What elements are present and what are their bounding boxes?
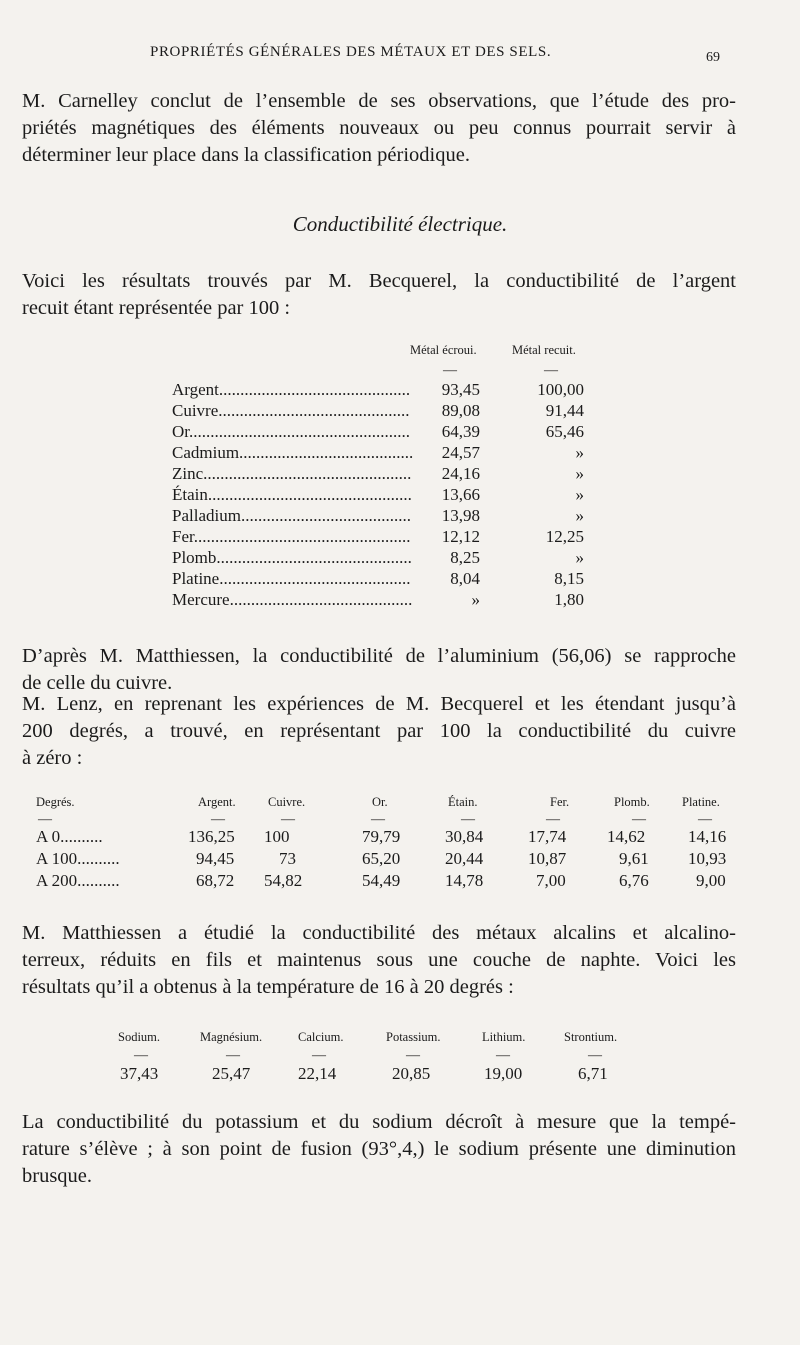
header-dash: — xyxy=(632,812,646,827)
header-dash: — xyxy=(544,363,558,378)
metal-name: Cadmium......................................... xyxy=(172,443,414,462)
table-row xyxy=(172,506,592,527)
paragraph-becquerel-intro xyxy=(22,268,736,322)
text-line: déterminer leur place dans la classification périodique. xyxy=(22,144,470,166)
table-row xyxy=(172,590,592,611)
column-header-calcium: Calcium. xyxy=(298,1030,344,1044)
table-row xyxy=(36,827,736,849)
column-header-degrees: Degrés. xyxy=(36,795,75,809)
metal-name: Étain................................................ xyxy=(172,485,412,504)
paragraph-carnelley xyxy=(22,88,736,169)
value-copper: 73 xyxy=(279,849,296,868)
degree-label: A 200.......... xyxy=(36,871,120,890)
column-header-silver: Argent. xyxy=(198,795,236,809)
text-line: M. Matthiessen a étudié la conductibilité des métaux alcalins et alcalino- xyxy=(22,922,736,944)
metal-name: Mercure........................................... xyxy=(172,590,413,609)
header-dash: — xyxy=(371,812,385,827)
table-row xyxy=(172,422,592,443)
value-hammered: 24,57 xyxy=(441,443,480,462)
column-header-lead: Plomb. xyxy=(614,795,650,809)
value-hammered: 93,45 xyxy=(441,380,480,399)
metal-name: Fer................................................... xyxy=(172,527,411,546)
value-hammered: 24,16 xyxy=(441,464,480,483)
text-line: 200 degrés, a trouvé, en représentant par 100 la conductibilité du cuivre xyxy=(22,720,736,742)
value-gold: 65,20 xyxy=(362,849,401,868)
metal-name: Argent............................................. xyxy=(172,380,411,399)
paragraph-conclusion xyxy=(22,1109,736,1190)
value-lithium: 19,00 xyxy=(484,1064,523,1083)
value-gold: 79,79 xyxy=(362,827,401,846)
column-header-hammered: Métal écroui. xyxy=(410,343,477,357)
column-header-sodium: Sodium. xyxy=(118,1030,161,1044)
value-annealed: 12,25 xyxy=(545,527,584,546)
value-hammered: 12,12 xyxy=(441,527,480,546)
column-header-tin: Étain. xyxy=(448,795,478,809)
degree-label: A 100.......... xyxy=(36,849,120,868)
header-dash: — xyxy=(588,1048,602,1063)
degree-label: A 0.......... xyxy=(36,827,103,846)
value-iron: 17,74 xyxy=(528,827,567,846)
value-platinum: 9,00 xyxy=(696,871,726,890)
value-annealed: » xyxy=(575,464,584,483)
column-header-magnesium: Magnésium. xyxy=(200,1030,263,1044)
text-line: Voici les résultats trouvés par M. Becquerel, la conductibilité de l’argent xyxy=(22,270,736,292)
value-hammered: » xyxy=(471,590,480,609)
value-annealed: 1,80 xyxy=(554,590,584,609)
value-hammered: 8,04 xyxy=(450,569,480,588)
header-dash: — xyxy=(546,812,560,827)
header-dash: — xyxy=(406,1048,420,1063)
value-annealed: » xyxy=(575,506,584,525)
value-lead: 9,61 xyxy=(619,849,649,868)
header-dash: — xyxy=(461,812,475,827)
value-strontium: 6,71 xyxy=(578,1064,608,1083)
value-annealed: 100,00 xyxy=(537,380,584,399)
text-line: à zéro : xyxy=(22,747,83,769)
column-header-iron: Fer. xyxy=(550,795,570,809)
metal-name: Platine............................................. xyxy=(172,569,411,588)
table-row xyxy=(36,871,736,893)
header-dash: — xyxy=(134,1048,148,1063)
text-line: M. Lenz, en reprenant les expériences de M. Becquerel et les étendant jusqu’à xyxy=(22,693,736,715)
column-header-copper: Cuivre. xyxy=(268,795,306,809)
metal-name: Plomb.............................................. xyxy=(172,548,412,567)
value-lead: 6,76 xyxy=(619,871,649,890)
header-dash: — xyxy=(281,812,295,827)
column-header-platinum: Platine. xyxy=(682,795,720,809)
table-row xyxy=(172,569,592,590)
header-dash: — xyxy=(312,1048,326,1063)
value-annealed: 65,46 xyxy=(545,422,584,441)
value-gold: 54,49 xyxy=(362,871,401,890)
value-iron: 7,00 xyxy=(536,871,566,890)
value-silver: 68,72 xyxy=(196,871,235,890)
column-header-annealed: Métal recuit. xyxy=(512,343,576,357)
value-copper: 100 xyxy=(264,827,290,846)
header-dash: — xyxy=(226,1048,240,1063)
text-line: M. Carnelley conclut de l’ensemble de ses observations, que l’étude des pro- xyxy=(22,90,736,112)
value-annealed: 8,15 xyxy=(554,569,584,588)
text-line: La conductibilité du potassium et du sodium décroît à mesure que la tempé- xyxy=(22,1111,736,1133)
header-dash: — xyxy=(698,812,712,827)
value-tin: 30,84 xyxy=(445,827,484,846)
value-hammered: 13,66 xyxy=(441,485,480,504)
value-silver: 94,45 xyxy=(196,849,235,868)
column-header-potassium: Potassium. xyxy=(386,1030,441,1044)
value-platinum: 14,16 xyxy=(688,827,727,846)
value-hammered: 89,08 xyxy=(441,401,480,420)
text-line: priétés magnétiques des éléments nouveaux ou peu connus pourrait servir à xyxy=(22,117,736,139)
table-row xyxy=(36,849,736,871)
table-row xyxy=(172,485,592,506)
table-row xyxy=(172,464,592,485)
table-row xyxy=(172,548,592,569)
text-line: terreux, réduits en fils et maintenus sous une couche de naphte. Voici les xyxy=(22,949,736,971)
page-number: 69 xyxy=(706,50,720,65)
header-dash: — xyxy=(443,363,457,378)
column-header-gold: Or. xyxy=(372,795,388,809)
value-silver: 136,25 xyxy=(188,827,235,846)
metal-name: Cuivre............................................. xyxy=(172,401,410,420)
value-iron: 10,87 xyxy=(528,849,567,868)
text-line: D’après M. Matthiessen, la conductibilité de l’aluminium (56,06) se rapproche xyxy=(22,645,736,667)
header-dash: — xyxy=(211,812,225,827)
value-annealed: 91,44 xyxy=(545,401,584,420)
value-annealed: » xyxy=(575,485,584,504)
value-sodium: 37,43 xyxy=(120,1064,159,1083)
paragraph-alkali-intro xyxy=(22,920,736,1001)
text-line: brusque. xyxy=(22,1165,93,1187)
value-magnesium: 25,47 xyxy=(212,1064,251,1083)
paragraph-lenz xyxy=(22,691,736,772)
text-line: rature s’élève ; à son point de fusion (93°,4,) le sodium présente une diminution xyxy=(22,1138,736,1160)
column-header-lithium: Lithium. xyxy=(482,1030,526,1044)
value-copper: 54,82 xyxy=(264,871,303,890)
metal-name: Or.................................................... xyxy=(172,422,410,441)
table-row xyxy=(172,443,592,464)
header-dash: — xyxy=(496,1048,510,1063)
table-row xyxy=(172,401,592,422)
value-annealed: » xyxy=(575,443,584,462)
value-tin: 20,44 xyxy=(445,849,484,868)
metal-name: Zinc................................................. xyxy=(172,464,412,483)
value-tin: 14,78 xyxy=(445,871,484,890)
value-platinum: 10,93 xyxy=(688,849,727,868)
table-row xyxy=(172,527,592,548)
text-line: recuit étant représentée par 100 : xyxy=(22,297,291,319)
header-dash: — xyxy=(38,812,52,827)
text-line: résultats qu’il a obtenus à la température de 16 à 20 degrés : xyxy=(22,976,514,998)
table-row xyxy=(172,380,592,401)
column-header-strontium: Strontium. xyxy=(564,1030,618,1044)
value-potassium: 20,85 xyxy=(392,1064,431,1083)
text-line: de celle du cuivre. xyxy=(22,672,173,694)
value-lead: 14,62 xyxy=(607,827,646,846)
running-head: PROPRIÉTÉS GÉNÉRALES DES MÉTAUX ET DES SELS. xyxy=(150,44,552,60)
value-calcium: 22,14 xyxy=(298,1064,337,1083)
value-annealed: » xyxy=(575,548,584,567)
metal-name: Palladium........................................ xyxy=(172,506,411,525)
section-title: Conductibilité électrique. xyxy=(292,212,508,236)
value-hammered: 13,98 xyxy=(441,506,480,525)
value-hammered: 64,39 xyxy=(441,422,480,441)
value-hammered: 8,25 xyxy=(450,548,480,567)
paragraph-aluminium xyxy=(22,643,736,697)
